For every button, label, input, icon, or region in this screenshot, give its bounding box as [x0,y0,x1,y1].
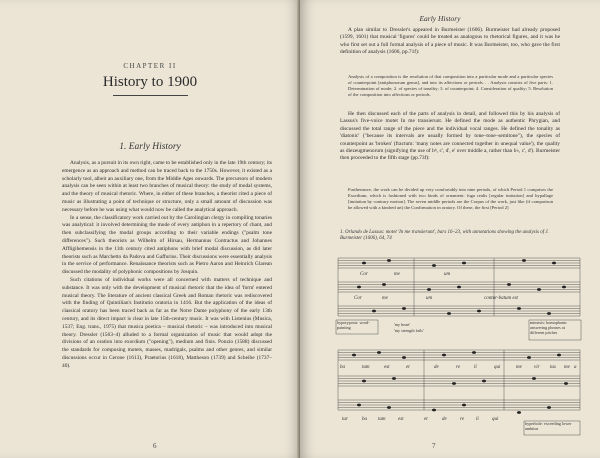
chapter-rule [113,95,188,96]
notes-system-2 [352,351,568,414]
annotation-troubled: 'my strength fails' [394,328,424,333]
chapter-title: History to 1900 [102,74,198,90]
left-page-number: 6 [153,442,157,450]
syllable-qui-bass: qui [492,417,499,422]
right-paragraph-2 [340,111,560,163]
section-title: 1. Early History [119,142,181,152]
left-paragraph-1: Analysis, as a pursuit in its own right, came to be established only in the late 19th century; its emergence as an approach and method can be traced back to the 1750s. However, it existed as a scholarly tool, albeit an auxiliary one, from the Middle Ages onwards. The precursors of modern analysis can be seen within at least two branches of musical theory: the study of modal systems, and the theory of musical rhetoric. Where, in either of these branches, a theorist cited a piece of music as illustrating a point of technique or structure, only a small amount of discussion was necessary before he was using what would now be called the analytical approach. [62,160,272,213]
syllable-de-bass: de [442,417,447,422]
annotation-hypotyposis: hypotyposis: word-painting [337,320,370,330]
right-paragraph-1-text: A plan similar to Dressler's appeared in Burmeister (1606). Burmeister had already proposed (1599, 1601) that musical 'figures' could be treated as analogous to rhetorical figures, and it was he who first set out a full formal analysis of a piece of music. It was Burmeister, too, who gave the first definition of analysis (1606, pp.71f): [340,27,560,56]
right-paragraph-1 [340,27,560,57]
left-body-text [62,160,272,371]
syllable-re-low: re [456,365,460,370]
syllable-et-bass: et [424,417,428,422]
staff-system-2 [338,350,580,410]
syllable-um-mid: um [426,296,433,301]
music-example-caption: 1. Orlando de Lassus: motet 'In me transierunt', bars 16–23, with annotations showing the analysis of J. Burmeister (1606), 64, 74 [340,230,549,242]
syllable-a-low: a [574,365,577,370]
syllable-ba-bass: ba [362,417,367,422]
syllable-me-mid: me [382,296,388,301]
syllable-me-top: me [394,272,400,277]
annotation-my-heart: 'my heart' [394,322,411,327]
syllable-et-low: et [406,365,410,370]
burmeister-quote-1: Analysis of a composition is the resolution of that composition into a particular mode and a particular species of counterpoint [antiphonorum genus], and into its affections or periods. . . Analysis consists of five parts: 1. Determination of mode; 2. of species of tonality; 3. of counterpoint; 4. Consideration of quality; 5. Resolution of the composition into affections or periods. [348,74,553,98]
syllable-me-low: me [516,365,522,370]
annotation-hyperbole: hyperbole: exceeding lower ambitus [525,421,572,431]
right-page [300,0,600,458]
syllable-vir-low: vir [534,365,540,370]
right-page-number: 7 [432,442,436,450]
syllable-tum-bass: tum [378,417,386,422]
burmeister-quote-2: Furthermore, the work can be divided up very comfortably into nine periods, of which Period 1 comprises the Exordium, which is fashioned with two kinds of ornament: fuga realis [regular imitation] and hypallage [imitation by contrary motion]. The seven middle periods are the Corpus of the work, just like (if comparison be allowed with a kindred art) the Confirmation in oratory. Of these, the first [Period 2] [348,187,553,211]
syllable-cor-top: Cor [360,272,368,277]
syllable-tum-low: tum [362,365,370,370]
syllable-est-low: est [384,365,390,370]
syllable-de-low: de [434,365,439,370]
syllable-li-bass: li [476,417,479,422]
syllable-qui-low: qui [494,365,501,370]
syllable-tus-low: tus [550,365,556,370]
right-paragraph-2-text: He then discussed each of the parts of analysis in detail, and followed this by his analysis of Lassus's five-voice motet In me transierunt. He defined the mode as authentic Phrygian, and discussed the total range of the piece and the individual vocal ranges. He defined the tonality as 'diatonic' ("because its intervals are usually formed by tone–tone–semitone"), the species of counterpoint as 'broken' (fractum: 'many notes are connected together in unequal value'), the quality as diezeugmenorum (signifying the use of b♮, c', d', e' over middle a, rather than b♭, c', d'). Burmeister then proceeded to the fifth stage (pp.73f): [340,111,560,162]
music-example-score [334,248,584,438]
annotation-contur: contur-batum est [484,296,518,301]
left-paragraph-2: In a sense, the classificatory work carried out by the Carolingian clergy in compiling tonaries was analytical: it involved determining the mode of every antiphon in a repertory of chant, and then subclassifying the modal groups according to their variable endings ("psalm tone differences"). Such theorists as Wilhelm of Hirsau, Hermannus Contractus and Johannes Affligihemensis in the 11th century cited antiphons with brief modal discussion, as did later theorists such as Marchetto da Padova and Gaffurius. Their discussions were essentially analysis in the service of performance. Renaissance theorists such as Pietro Aaron and Heinrich Glarean discussed the modality of polyphonic compositions by Josquin. [62,214,272,276]
annotation-mimesis: mimesis: homophonic answering phrases at different pitches [530,320,568,335]
syllable-tur-bass: tur [342,417,348,422]
syllable-ba-low: ba [340,365,345,370]
running-head: Early History [419,14,461,23]
syllable-re-bass: re [460,417,464,422]
syllable-est-bass: est [398,417,404,422]
chapter-label: CHAPTER II [123,62,177,70]
syllable-um-top: um [444,272,451,277]
syllable-cor-mid: Cor [354,296,362,301]
left-paragraph-3: Such citations of individual works were all concerned with matters of technique and substance. It was only with the development of musical rhetoric that the idea of 'form' entered musical theory. The literature of ancient classical Greek and Roman rhetoric was rediscovered with the finding of Quintilian's Institutio oratoria in 1416. But the application of the ideas of classical oratory has been traced back as far as the Notre Dame polyphony of the early 13th century, and its direct impact is clear in late 15th-century music. It was with Listenius (Musica, 1537; Eng. trans., 1975) that musica poetica – musical rhetoric – was introduced into musical theory. Dressler (1563–4) alluded to a formal organization of music that would adopt the divisions of an oration into exordium ("opening"), medium and finis. Ponzio (1588) discussed the standards for composing motets, masses, madrigals, psalms and other genres, and similar discussions occur in Cerone (1613), Praetorius (1618), Mattheson (1739) and Scheibe (1737–40). [62,276,272,369]
syllable-me2-low: me [564,365,570,370]
syllable-li-low: li [474,365,477,370]
